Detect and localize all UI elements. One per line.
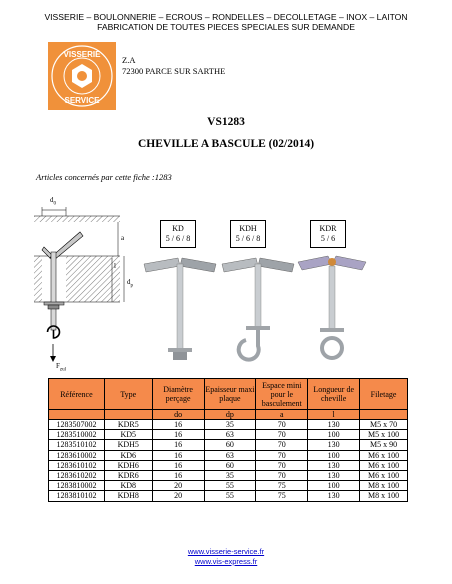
unit-cell xyxy=(49,410,105,420)
table-cell: 1283510102 xyxy=(49,440,105,450)
table-cell: M5 x 70 xyxy=(360,420,408,430)
table-cell: 75 xyxy=(256,481,308,491)
footer-link-1[interactable]: www.visserie-service.fr xyxy=(187,547,265,556)
table-cell: 1283810102 xyxy=(49,491,105,501)
col-header: Espace mini pour le basculement xyxy=(256,379,308,410)
table-cell: 35 xyxy=(204,470,256,480)
table-cell: M5 x 90 xyxy=(360,440,408,450)
table-cell: 70 xyxy=(256,420,308,430)
table-cell: 60 xyxy=(204,460,256,470)
table-cell: 1283507002 xyxy=(49,420,105,430)
product-image-kd xyxy=(140,250,220,370)
table-cell: KD5 xyxy=(104,430,152,440)
unit-cell: dp xyxy=(204,410,256,420)
table-cell: 20 xyxy=(152,491,204,501)
table-cell: KD8 xyxy=(104,481,152,491)
table-row xyxy=(49,460,408,470)
table-cell: M5 x 100 xyxy=(360,430,408,440)
table-cell: 130 xyxy=(308,460,360,470)
col-header: Type xyxy=(104,379,152,410)
table-cell: 55 xyxy=(204,491,256,501)
table-cell: M6 x 100 xyxy=(360,450,408,460)
col-header: Epaisseur maxi plaque xyxy=(204,379,256,410)
col-header: Référence xyxy=(49,379,105,410)
doc-title: CHEVILLE A BASCULE (02/2014) xyxy=(137,138,315,150)
table-row xyxy=(49,450,408,460)
address-line-1: Z.A xyxy=(122,55,136,65)
table-cell: 70 xyxy=(256,470,308,480)
table-cell: 16 xyxy=(152,470,204,480)
table-row xyxy=(49,470,408,480)
table-cell: 55 xyxy=(204,481,256,491)
table-cell: 60 xyxy=(204,440,256,450)
label-dp: $d_p$ xyxy=(127,278,133,289)
table-cell: 70 xyxy=(256,460,308,470)
table-cell: M8 x 100 xyxy=(360,481,408,491)
table-cell: 100 xyxy=(308,481,360,491)
svg-text:VISSERIE: VISSERIE xyxy=(63,50,101,59)
table-row xyxy=(49,491,408,501)
table-cell: KDH5 xyxy=(104,440,152,450)
label-d0: $d_0$ xyxy=(50,196,56,207)
unit-cell: a xyxy=(256,410,308,420)
table-cell: 16 xyxy=(152,440,204,450)
unit-cell xyxy=(360,410,408,420)
table-cell: 63 xyxy=(204,450,256,460)
header-line-2: FABRICATION DE TOUTES PIECES SPECIALES SUR DEMANDE xyxy=(97,22,355,32)
table-cell: 100 xyxy=(308,450,360,460)
product-label-kdr: KDR 5 / 6 xyxy=(310,220,346,248)
table-cell: 1283610202 xyxy=(49,470,105,480)
table-cell: 70 xyxy=(256,450,308,460)
table-cell: M6 x 100 xyxy=(360,470,408,480)
table-cell: KDH8 xyxy=(104,491,152,501)
table-cell: 130 xyxy=(308,420,360,430)
table-cell: KD6 xyxy=(104,450,152,460)
product-image-kdr xyxy=(292,250,372,370)
table-row xyxy=(49,440,408,450)
table-cell: 16 xyxy=(152,460,204,470)
address-line-2: 72300 PARCE SUR SARTHE xyxy=(122,66,226,76)
unit-cell: do xyxy=(152,410,204,420)
product-label-kd: KD 5 / 6 / 8 xyxy=(160,220,196,248)
table-cell: 20 xyxy=(152,481,204,491)
table-cell: 35 xyxy=(204,420,256,430)
table-cell: 70 xyxy=(256,440,308,450)
table-row xyxy=(49,420,408,430)
concerned-articles: Articles concernés par cette fiche :1283 xyxy=(36,172,172,182)
table-cell: 1283610102 xyxy=(49,460,105,470)
table-cell: M6 x 100 xyxy=(360,460,408,470)
label-l: l xyxy=(114,262,116,270)
table-cell: 16 xyxy=(152,450,204,460)
header-line-1: VISSERIE – BOULONNERIE – ECROUS – RONDELLES – DECOLLETAGE – INOX – LAITON xyxy=(44,12,408,22)
table-cell: M8 x 100 xyxy=(360,491,408,501)
table-cell: KDR6 xyxy=(104,470,152,480)
spec-table xyxy=(48,378,408,502)
table-header-row xyxy=(49,379,408,410)
table-cell: KDH6 xyxy=(104,460,152,470)
doc-code: VS1283 xyxy=(207,116,245,128)
table-units-row xyxy=(49,410,408,420)
table-cell: 75 xyxy=(256,491,308,501)
installation-diagram xyxy=(30,192,150,374)
label-force: $F_{zul}$ xyxy=(56,362,67,373)
table-cell: KDR5 xyxy=(104,420,152,430)
table-cell: 1283610002 xyxy=(49,450,105,460)
col-header: Filetage xyxy=(360,379,408,410)
table-cell: 1283510002 xyxy=(49,430,105,440)
unit-cell: l xyxy=(308,410,360,420)
table-cell: 63 xyxy=(204,430,256,440)
table-cell: 16 xyxy=(152,430,204,440)
footer-link-2[interactable]: www.vis-express.fr xyxy=(194,557,258,566)
product-label-kdh: KDH 5 / 6 / 8 xyxy=(230,220,266,248)
company-logo xyxy=(48,42,116,110)
table-cell: 130 xyxy=(308,470,360,480)
svg-text:SERVICE: SERVICE xyxy=(64,96,100,105)
table-cell: 100 xyxy=(308,430,360,440)
table-row xyxy=(49,430,408,440)
table-cell: 130 xyxy=(308,491,360,501)
unit-cell xyxy=(104,410,152,420)
table-cell: 70 xyxy=(256,430,308,440)
label-a: a xyxy=(121,234,125,242)
table-cell: 1283810002 xyxy=(49,481,105,491)
col-header: Diamètre perçage xyxy=(152,379,204,410)
table-cell: 16 xyxy=(152,420,204,430)
col-header: Longueur de cheville xyxy=(308,379,360,410)
table-cell: 130 xyxy=(308,440,360,450)
table-row xyxy=(49,481,408,491)
product-image-kdh xyxy=(218,250,298,370)
